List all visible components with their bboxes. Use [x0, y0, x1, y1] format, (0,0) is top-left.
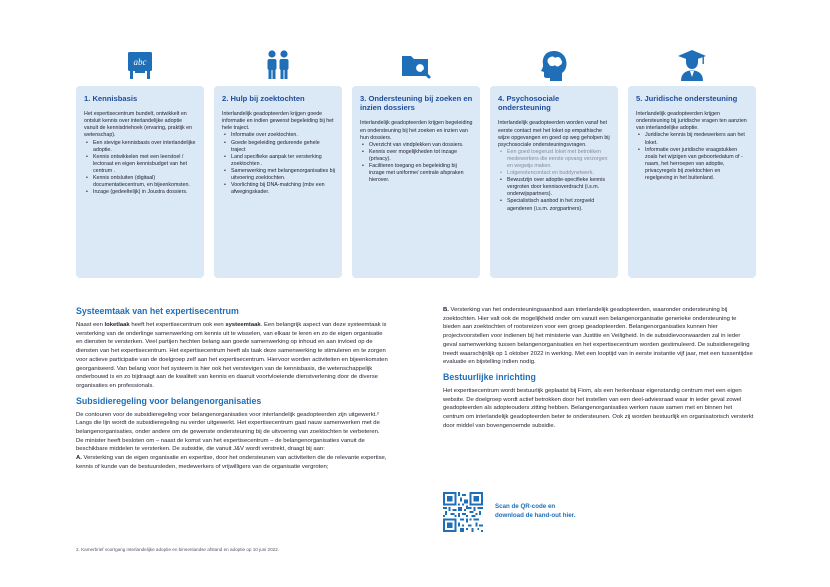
- bestuurlijk-paragraph: Het expertisecentrum wordt bestuurlijk geplaatst bij Fiom, als een herkenbaar eigenstandig centrum met een eigen website. De doelgroep wordt actief betrokken door het instellen van een deel-adviesraad waar in ieder geval zowel geadopteerden als adopteouders zitting hebben. Belangenorganisaties werken nauw samen met en binnen het centrum om interlandelijk geadopteerden beter te ondersteunen. Ook zij worden bestuurlijk en organisatorisch versterkt door middel van bovengenoemde subsidie.: [443, 387, 754, 429]
- card-psychosociaal: [490, 86, 618, 278]
- list-item: • Specialistisch aanbod in het zorgveld agenderen (i.s.m. zorgpartners).: [498, 198, 611, 212]
- card-title: 4. Psychosociale ondersteuning: [498, 94, 560, 113]
- list-item: • Land specifieke aanpak ter versterking zoektochten .: [222, 154, 335, 168]
- card-title: 1. Kennisbasis: [84, 94, 138, 103]
- card-intro: Het expertisecentrum bundelt, ontwikkelt en ontsluit kennis over interlandelijke adoptie vanuit de kennisdriehoek (ervaring, praktijk en wetenschap).: [84, 111, 193, 139]
- qr-code-icon[interactable]: [443, 492, 483, 532]
- list-item: • Faciliteren toegang en begeleiding bij inzage met uniforme/ centrale afspraken hierover.: [360, 163, 473, 184]
- subsidie-paragraph: De contouren voor de subsidieregeling voor belangenorganisaties voor interlandelijk geadopteerden zijn uitgewerkt.² Langs die lijn wordt de subsidieregeling nu verder uitgewerkt. Het expertisecentrum gaat nauw samenwerken met de belangenorganisaties, onder andere om de gewenste ondersteuning bij de uitvoering van zoektochten te verbeteren. De minister heeft besloten om – naast de komst van het expertisecentrum – de belangenorganisaties vanuit de beschikbare middelen te versterken. De subsidie, die vanuit J&V wordt verstrekt, draagt bij aan:: [76, 411, 380, 453]
- list-item: • Inzage (gedeeltelijk) in Joustra dossiers.: [84, 189, 197, 196]
- card-intro: Interlandelijk geadopteerden krijgen ondersteuning bij juridische vragen ten aanzien van interlandelijke adoptie.: [636, 111, 747, 132]
- systeemtaak-paragraph: Naast een loketlaak heeft het expertisecentrum ook een systeemtaak. Een belangrijk aspect van deze systeemtaak is versterking van de onderlinge samenwerking om kennis uit te wisselen, van elkaar te leren en zo de eigen organisatie en diensten te versterken. Veel partijen hechten belang aan goede samenwerking op inhoud en aan invloed op de diensten van het expertisecentrum. Het expertisecentrum heeft als taak deze samenwerking te stimuleren en te zorgen voor actieve participatie van de doelgroep zelf aan het expertisecentrum. Hiervoor worden activiteiten en bijeenkomsten georganiseerd. Van belang voor het systeem is hier ook het verstevigen van de kennisbasis, die wetenschappelijk onderbouwd is en zo bijdraagt aan de kwaliteit van kennis en daaruit voortvloeiende dienstverlening door de diverse organisaties en professionals.: [76, 322, 388, 389]
- list-item: • Overzicht van vindplekken van dossiers.: [360, 142, 473, 149]
- list-item: • Een goed toegerust loket met betrokken medewerkers die eerste opvang verzorgen en wegwijs maken.: [498, 149, 611, 170]
- card-title: 3. Ondersteuning bij zoeken en inzien dossiers: [360, 94, 473, 113]
- list-item: • Kennis over mogelijkheden tot inzage (privacy).: [360, 149, 473, 163]
- list-item: • Samenwerking met belangenorganisaties bij uitvoering zoektochten.: [222, 168, 335, 182]
- card-list: [360, 142, 473, 185]
- graduate-icon: [675, 48, 709, 82]
- card-intro: Interlandelijk geadopteerden worden vanaf het eerste contact met het loket op empathische wijze opgevangen en goed op weg geholpen bij psychosociale ondersteuningsvragen.: [498, 120, 610, 148]
- left-column: [76, 306, 388, 472]
- card-juridisch: [628, 86, 756, 278]
- list-item: • Goede begeleiding gedurende gehele traject: [222, 140, 335, 154]
- list-item: • Een stevige kennisbasis over interlandelijke adoptie.: [84, 140, 197, 154]
- list-item: • Voorlichting bij DNA-matching (mbv een afwegingskader.: [222, 182, 335, 196]
- qr-caption-line: download de hand-out hier.: [495, 512, 576, 519]
- abc-board-icon: [123, 48, 157, 82]
- card-intro: Interlandelijk geadopteerden krijgen begeleiding en ondersteuning bij het zoeken en inzien van hun dossiers.: [360, 120, 473, 141]
- card-intro: Interlandelijk geadopteerden krijgen goede informatie en indien gewenst begeleiding bij het hele traject.: [222, 111, 334, 132]
- footnote: 2. Kamerbrief voortgang interlandelijke adoptie en binnenlandse afstand en adoptie op 10 juni 2022.: [76, 547, 280, 552]
- list-item: • Bewustzijn over adoptie-specifieke kennis vergroten door kennisoverdracht (i.s.m. onderwijspartners).: [498, 177, 611, 198]
- card-hulp-zoektochten: [214, 86, 342, 278]
- list-item: • Informatie over zoektochten.: [222, 132, 335, 139]
- pillars-cards: [76, 86, 756, 278]
- card-title: 5. Juridische ondersteuning: [636, 94, 738, 103]
- list-item: • Juridische kennis bij medewerkers aan het loket.: [636, 132, 749, 146]
- list-item: • Informatie over juridische vraagstukken zoals het wijzigen van geboortedatum of -naam, het herroepen van adoptie, privacyregels bij zoektochten en regelgeving in het buitenland.: [636, 147, 749, 182]
- list-item: • Lotgenotencontact en buddynetwerk.: [498, 170, 611, 177]
- card-list: [84, 140, 197, 197]
- card-list: [636, 132, 749, 182]
- icon-row: [76, 48, 756, 82]
- card-title: 2. Hulp bij zoektochten: [222, 94, 305, 103]
- folder-search-icon: [399, 48, 433, 82]
- card-list: [222, 132, 335, 196]
- list-item: • Kennis ontsluiten (digitaal) documentatiecentrum, en bijeenkomsten.: [84, 175, 197, 189]
- card-kennisbasis: [76, 86, 204, 278]
- card-list: [498, 149, 611, 213]
- people-icon: [261, 48, 295, 82]
- head-brain-icon: [537, 48, 571, 82]
- list-item: • Kennis ontwikkelen met een leerstoel / lectoraat en eigen kennisbudget van het centrum .: [84, 154, 197, 175]
- abc-label: abc: [133, 57, 147, 67]
- section-title-subsidieregeling: Subsidieregeling voor belangenorganisaties: [76, 395, 262, 406]
- card-dossiers: [352, 86, 480, 278]
- qr-block[interactable]: [443, 492, 643, 532]
- section-title-systeemtaak: Systeemtaak van het expertisecentrum: [76, 306, 239, 316]
- subsidie-point-b: B. Versterking van het ondersteuningsaanbod aan interlandelijk geadopteerden, waaronder ondersteuning bij zoektochten. Hier valt ook de mogelijkheid onder om vanuit een belangenorganisatie generieke ondersteuning te bieden aan zoektochten of rootsreizen voor een groep geadopteerden. Belangenorganisaties kunnen hier projectvoorstellen voor indienen bij het ministerie van Justitie en Veiligheid. In de subsidievoorwaarden zal in ieder geval samenwerking tussen belangenorganisaties en het expertisecentrum worden gestimuleerd. De subsidieregeling treedt waarschijnlijk op 1 oktober 2022 in werking. Met een looptijd van in eerste instantie vijf jaar, met een tussentijdse evaluatie en bijstelling indien nodig.: [443, 307, 753, 366]
- section-title-bestuurlijk: Bestuurlijke inrichting: [443, 371, 536, 382]
- subsidie-point-a: A. Versterking van de eigen organisatie en expertise, door het ondersteunen van activiteiten die de relevante expertise, kennis of kunde van de bestuursleden, medewerkers of vrijwilligers van de organisatie vergroten;: [76, 455, 387, 470]
- right-column: [443, 306, 755, 430]
- qr-caption-line: Scan de QR-code en: [495, 503, 556, 510]
- qr-caption[interactable]: [495, 502, 575, 520]
